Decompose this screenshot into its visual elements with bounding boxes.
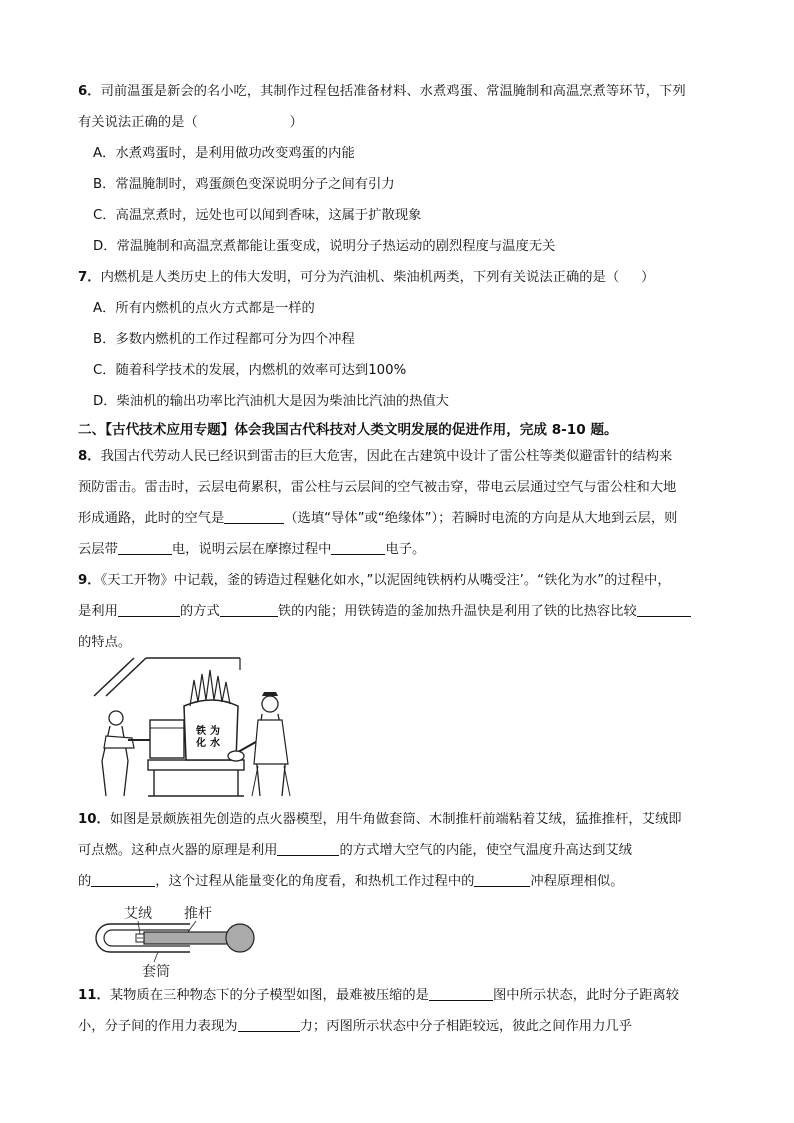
q7-option-b: B．多数内燃机的工作过程都可分为四个冲程 bbox=[93, 332, 355, 347]
figure-char: 铁 bbox=[196, 726, 206, 737]
q7-line1: 7．内燃机是人类历史上的伟大发明，可分为汽油机、柴油机两类，下列有关说法正确的是（ ） bbox=[78, 270, 655, 285]
q9-line2: 是利用 的方式 铁的内能；用铁铸造的釜加热升温快是利用了铁的比热容比较 bbox=[78, 602, 691, 622]
q8-line3: 形成通路，此时的空气是 （选填“导体”或“绝缘体”）；若瞬时电流的方向是从大地到云层，则 bbox=[78, 511, 678, 526]
figure-char: 水 bbox=[210, 738, 220, 749]
figure-char: 化 bbox=[196, 738, 206, 749]
fill-blank[interactable] bbox=[277, 841, 339, 856]
fill-blank[interactable] bbox=[220, 602, 278, 617]
q6-option-b: B．常温腌制时，鸡蛋颜色变深说明分子之间有引力 bbox=[93, 177, 395, 192]
fill-blank[interactable] bbox=[429, 986, 493, 1001]
fire-piston-diagram bbox=[92, 898, 262, 980]
q6-option-d: D．常温腌制和高温烹煮都能让蛋变成，说明分子热运动的剧烈程度与温度无关 bbox=[93, 239, 556, 254]
q11-line2: 小，分子间的作用力表现为 力；丙图所示状态中分子相距较远，彼此之间作用力几乎 bbox=[78, 1019, 632, 1034]
fill-blank[interactable] bbox=[224, 509, 284, 524]
q11-line1: 11．某物质在三种物态下的分子模型如图，最难被压缩的是 图中所示状态，此时分子距离较 bbox=[78, 988, 680, 1003]
q6-option-c: C．高温烹煮时，远处也可以闻到香味，这属于扩散现象 bbox=[93, 208, 422, 223]
fill-blank[interactable] bbox=[238, 1017, 300, 1032]
fill-blank[interactable] bbox=[118, 602, 180, 617]
q7-option-a: A．所有内燃机的点火方式都是一样的 bbox=[93, 301, 315, 316]
fill-blank[interactable] bbox=[91, 872, 155, 887]
q8-line2: 预防雷击。雷击时，云层电荷累积，雷公柱与云层间的空气被击穿，带电云层通过空气与雷公柱和大地 bbox=[78, 480, 677, 495]
fill-blank[interactable] bbox=[331, 540, 385, 555]
q7-option-d: D．柴油机的输出功率比汽油机大是因为柴油比汽油的热值大 bbox=[93, 394, 449, 409]
q6-line2: 有关说法正确的是（ ） bbox=[78, 115, 303, 130]
q8-line1: 8．我国古代劳动人民已经识到雷击的巨大危害，因此在古建筑中设计了雷公柱等类似避雷针的结构来 bbox=[78, 449, 673, 464]
q8-line4: 云层带 电，说明云层在摩擦过程中 电子。 bbox=[78, 542, 426, 557]
casting-illustration bbox=[92, 656, 302, 806]
q7-option-c: C．随着科学技术的发展，内燃机的效率可达到100% bbox=[93, 363, 407, 378]
q10-line3: 的 ，这个过程从能量变化的角度看，和热机工作过程中的 冲程原理相似。 bbox=[78, 874, 624, 889]
q6-option-a: A．水煮鸡蛋时，是利用做功改变鸡蛋的内能 bbox=[93, 146, 355, 161]
fill-blank[interactable] bbox=[637, 602, 691, 617]
section-title: 二、【古代技术应用专题】体会我国古代科技对人类文明发展的促进作用，完成 8-10 题。 bbox=[78, 422, 618, 438]
q6-line1: 6．司前温蛋是新会的名小吃，其制作过程包括准备材料、水煮鸡蛋、常温腌制和高温烹煮等环节，下列 bbox=[78, 84, 686, 99]
q10-line2: 可点燃。这种点火器的原理是利用 的方式增大空气的内能，使空气温度升高达到艾绒 bbox=[78, 843, 632, 858]
label-tui-gan: 推杆 bbox=[184, 906, 212, 922]
label-tao-tong: 套筒 bbox=[142, 964, 170, 980]
fill-blank[interactable] bbox=[118, 540, 172, 555]
q9-line3: 的特点。 bbox=[78, 635, 132, 650]
q10-line1: 10．如图是景颇族祖先创造的点火器模型，用牛角做套筒、木制推杆前端粘着艾绒，猛推推杆，艾绒即 bbox=[78, 812, 682, 827]
q9-line1: 9．《天工开物》中记载，釜的铸造过程魅化如水，”以泥固纯铁柄杓从嘴受注’。“铁化为水”的过程中， bbox=[78, 573, 671, 588]
fill-blank[interactable] bbox=[474, 872, 530, 887]
figure-char: 为 bbox=[210, 726, 220, 737]
label-ai-rong: 艾绒 bbox=[124, 906, 152, 922]
